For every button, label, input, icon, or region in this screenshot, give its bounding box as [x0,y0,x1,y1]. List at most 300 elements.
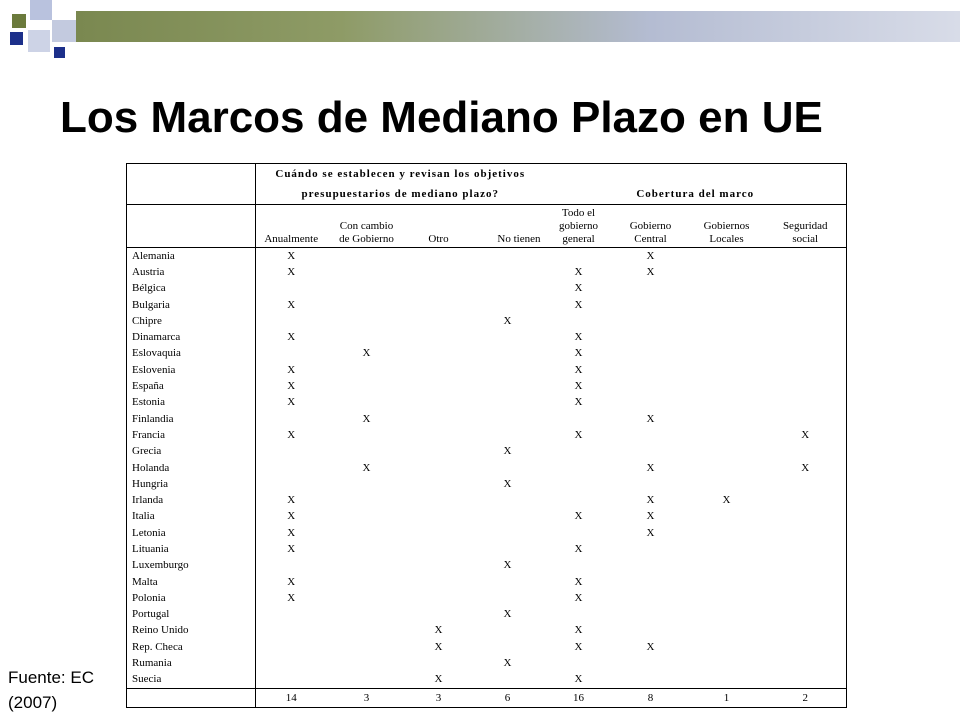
mark-cambio-gobierno [327,590,407,606]
mark-gobiernos-locales [689,460,765,476]
country-name: Estonia [127,395,256,411]
col-header-line: Otro [428,233,449,245]
mark-anualmente [256,623,327,639]
table-row [127,362,847,378]
mark-gobiernos-locales [689,281,765,297]
header-gradient-band [76,11,960,42]
table-row [127,346,847,362]
mark-seguridad-social [765,525,847,541]
mark-gobierno-general [545,525,613,541]
source-line: (2007) [8,693,58,712]
mark-otro [407,509,471,525]
mark-anualmente: X [287,249,296,262]
mark-seguridad-social [765,672,847,689]
total-anualmente: 14 [256,689,327,708]
mark-gobierno-general: X [574,363,583,376]
mark-cambio-gobierno [327,427,407,443]
table-row [127,541,847,557]
country-name: Rep. Checa [127,639,256,655]
mark-cambio-gobierno [327,509,407,525]
mark-anualmente: X [287,542,296,555]
mark-seguridad-social: X [765,427,847,443]
deco-square-dark [12,14,26,28]
col-header-gobierno-general [545,205,613,248]
mark-gobierno-central: X [646,494,655,507]
col-header-line: No tienen [497,233,541,245]
mark-gobiernos-locales [689,395,765,411]
mark-otro [407,346,471,362]
mark-gobierno-central [613,672,689,689]
mark-cambio-gobierno [327,492,407,508]
mark-gobierno-general: X [574,575,583,588]
mark-cambio-gobierno [327,672,407,689]
table-row [127,623,847,639]
country-name: Chipre [127,313,256,329]
group-header-timing: Cuándo se establecen y revisan los objetivos [256,164,545,185]
col-header-line: social [792,233,819,245]
mark-no-tienen [471,492,545,508]
total-gobierno-central: 8 [613,689,689,708]
table-row [127,329,847,345]
mark-gobierno-central: X [646,249,655,262]
deco-square-blue [10,32,23,45]
mark-gobierno-central [613,476,689,492]
mark-seguridad-social [765,639,847,655]
mark-anualmente [256,346,327,362]
country-name: Portugal [127,607,256,623]
col-header-line: Con cambio [339,220,394,232]
mark-anualmente: X [287,526,296,539]
col-header-line: de Gobierno [339,233,394,245]
mark-gobierno-general [545,411,613,427]
col-header-seguridad-social [765,205,847,248]
mark-anualmente: X [287,380,296,393]
mark-gobierno-general: X [574,640,583,653]
mark-gobierno-central: X [646,526,655,539]
mark-seguridad-social [765,329,847,345]
mark-gobiernos-locales [689,672,765,689]
mark-anualmente [256,460,327,476]
source-line: Fuente: EC [8,668,94,687]
country-name: Bélgica [127,281,256,297]
mark-otro [407,525,471,541]
country-name: Lituania [127,541,256,557]
header-row-2 [127,184,847,205]
col-header-no-tienen [471,205,545,248]
country-name: Luxemburgo [127,558,256,574]
mark-no-tienen [471,281,545,297]
mark-anualmente [256,655,327,671]
table-body [127,248,847,689]
mark-cambio-gobierno [327,297,407,313]
col-header-line [471,220,541,233]
mark-cambio-gobierno [327,395,407,411]
mark-seguridad-social [765,574,847,590]
mark-gobierno-general: X [574,380,583,393]
group-header-coverage-top [545,164,847,185]
mark-gobierno-general [545,460,613,476]
mark-gobierno-central [613,329,689,345]
mark-otro [407,444,471,460]
col-header-line: Central [634,233,667,245]
mark-seguridad-social [765,590,847,606]
country-name: Grecia [127,444,256,460]
mark-gobierno-general [545,607,613,623]
mark-gobiernos-locales [689,639,765,655]
mark-gobierno-general: X [574,298,583,311]
mark-gobierno-general: X [574,282,583,295]
table-row [127,378,847,394]
table-row [127,509,847,525]
mark-no-tienen [471,248,545,265]
mark-gobierno-central: X [646,461,655,474]
mark-anualmente [256,281,327,297]
mark-seguridad-social [765,264,847,280]
mark-seguridad-social [765,281,847,297]
mark-cambio-gobierno [327,639,407,655]
total-otro: 3 [407,689,471,708]
mark-gobiernos-locales [689,362,765,378]
table-row [127,281,847,297]
mark-seguridad-social [765,313,847,329]
col-header-gobiernos-locales [689,205,765,248]
mark-otro [407,590,471,606]
mark-gobierno-general [545,476,613,492]
total-cambio-gobierno: 3 [327,689,407,708]
country-name: Reino Unido [127,623,256,639]
mark-gobierno-central [613,395,689,411]
country-name: Irlanda [127,492,256,508]
source-note [8,665,94,715]
mark-seguridad-social [765,509,847,525]
mark-gobierno-general: X [574,591,583,604]
col-header-line [613,207,689,220]
mark-otro [407,281,471,297]
col-header-line: general [562,233,595,245]
mark-gobierno-central [613,623,689,639]
mark-gobierno-general [545,492,613,508]
mark-gobiernos-locales [689,476,765,492]
col-header-line [407,220,471,233]
mark-no-tienen [471,395,545,411]
mark-otro [407,297,471,313]
mark-gobiernos-locales [689,346,765,362]
table-row [127,607,847,623]
mark-gobierno-central [613,427,689,443]
total-seguridad-social: 2 [765,689,847,708]
mark-seguridad-social [765,346,847,362]
mark-no-tienen [471,362,545,378]
mark-seguridad-social [765,444,847,460]
country-name: Suecia [127,672,256,689]
mark-seguridad-social [765,492,847,508]
mark-cambio-gobierno [327,264,407,280]
country-name: Francia [127,427,256,443]
country-name: Finlandia [127,411,256,427]
col-header-line: Gobierno [629,220,672,232]
slide-title: Los Marcos de Mediano Plazo en UE [60,93,823,142]
mark-gobierno-central [613,313,689,329]
mark-gobierno-general [545,248,613,265]
mark-seguridad-social [765,395,847,411]
mark-no-tienen: X [503,314,512,327]
mark-gobierno-central: X [646,412,655,425]
mark-gobierno-general [545,655,613,671]
table-row [127,313,847,329]
mark-gobiernos-locales [689,264,765,280]
table-row [127,558,847,574]
mark-no-tienen: X [503,477,512,490]
mark-gobiernos-locales [689,525,765,541]
deco-square-light [28,30,50,52]
col-header-line [471,207,541,220]
mark-no-tienen [471,346,545,362]
table-row [127,574,847,590]
table-row [127,264,847,280]
country-name: Eslovenia [127,362,256,378]
mark-cambio-gobierno: X [362,412,371,425]
col-header-line: gobierno [558,220,599,232]
mark-anualmente: X [287,363,296,376]
mark-anualmente: X [287,396,296,409]
mark-gobierno-general: X [574,396,583,409]
mark-no-tienen: X [503,657,512,670]
mark-otro [407,655,471,671]
totals-row [127,689,847,708]
col-header-line [407,207,471,220]
mark-cambio-gobierno [327,281,407,297]
mark-gobierno-central [613,346,689,362]
mark-gobierno-central: X [646,510,655,523]
mark-no-tienen [471,574,545,590]
mark-gobiernos-locales [689,297,765,313]
mark-seguridad-social [765,541,847,557]
mark-anualmente [256,607,327,623]
mark-cambio-gobierno [327,476,407,492]
mark-no-tienen [471,329,545,345]
mark-cambio-gobierno [327,313,407,329]
mark-no-tienen [471,639,545,655]
mark-no-tienen [471,623,545,639]
mark-otro [407,264,471,280]
country-name: Bulgaria [127,297,256,313]
mark-otro [407,541,471,557]
mark-anualmente: X [287,510,296,523]
country-name: Rumania [127,655,256,671]
mark-gobiernos-locales [689,558,765,574]
table-row [127,460,847,476]
mark-seguridad-social [765,655,847,671]
col-header-gobierno-central [613,205,689,248]
mark-anualmente: X [287,575,296,588]
mark-no-tienen [471,672,545,689]
mark-gobiernos-locales [689,444,765,460]
mark-anualmente: X [287,494,296,507]
mark-gobiernos-locales [689,541,765,557]
mark-gobierno-central [613,297,689,313]
country-name: Hungria [127,476,256,492]
table-row [127,476,847,492]
mark-no-tienen: X [503,608,512,621]
col-header-cambio-gobierno [327,205,407,248]
mark-otro [407,329,471,345]
header-corner [127,164,256,185]
mark-cambio-gobierno [327,541,407,557]
mark-otro [407,492,471,508]
mark-gobiernos-locales [689,655,765,671]
table-row [127,297,847,313]
mark-gobiernos-locales [689,378,765,394]
mark-no-tienen [471,297,545,313]
col-header-line: Seguridad [782,220,828,232]
mark-gobierno-general: X [574,331,583,344]
total-gobierno-general: 16 [545,689,613,708]
mark-cambio-gobierno [327,362,407,378]
mark-cambio-gobierno [327,248,407,265]
table-row [127,411,847,427]
table-row [127,427,847,443]
mark-gobierno-central: X [646,265,655,278]
mark-anualmente [256,476,327,492]
mark-anualmente [256,558,327,574]
col-header-line [256,207,327,220]
mark-gobierno-central [613,590,689,606]
mark-cambio-gobierno [327,558,407,574]
mark-gobierno-central [613,607,689,623]
col-header-line: Gobiernos [703,220,750,232]
mark-otro: X [434,640,443,653]
mark-anualmente [256,313,327,329]
mark-cambio-gobierno [327,574,407,590]
mark-gobierno-general [545,444,613,460]
mark-no-tienen: X [503,559,512,572]
mark-no-tienen [471,411,545,427]
col-header-line: Anualmente [264,233,319,245]
header-corner [127,205,256,248]
mark-anualmente: X [287,331,296,344]
eu-mtbf-table [126,163,847,708]
mark-otro [407,313,471,329]
mark-anualmente [256,639,327,655]
col-header-otro [407,205,471,248]
mark-anualmente: X [287,428,296,441]
mark-no-tienen [471,509,545,525]
mark-anualmente [256,444,327,460]
country-name: Dinamarca [127,329,256,345]
mark-anualmente [256,672,327,689]
mark-otro [407,476,471,492]
mark-cambio-gobierno: X [362,347,371,360]
group-header-coverage: Cobertura del marco [545,184,847,205]
col-header-line [327,207,407,220]
table-row [127,492,847,508]
totals-label-cell [127,689,256,708]
col-header-line [765,207,847,220]
total-no-tienen: 6 [471,689,545,708]
mark-otro: X [434,673,443,686]
mark-gobiernos-locales [689,574,765,590]
table-row [127,672,847,689]
col-header-line [689,207,765,220]
deco-square-light [52,20,76,42]
mark-seguridad-social [765,476,847,492]
table-row [127,639,847,655]
mark-gobierno-general [545,558,613,574]
column-header-row [127,205,847,248]
mark-gobierno-general: X [574,428,583,441]
table-row [127,525,847,541]
mark-seguridad-social [765,411,847,427]
mark-anualmente: X [287,298,296,311]
mark-no-tienen: X [503,445,512,458]
country-name: Holanda [127,460,256,476]
mark-gobierno-general [545,313,613,329]
mark-otro [407,248,471,265]
title-decoration [0,0,960,70]
mark-otro: X [434,624,443,637]
mark-no-tienen [471,590,545,606]
mark-cambio-gobierno [327,444,407,460]
table-row [127,248,847,265]
mark-gobiernos-locales: X [722,494,731,507]
mark-seguridad-social [765,362,847,378]
mark-gobierno-general: X [574,624,583,637]
mark-seguridad-social [765,623,847,639]
table-row [127,655,847,671]
mark-seguridad-social: X [765,460,847,476]
mark-cambio-gobierno [327,525,407,541]
mark-otro [407,362,471,378]
mark-cambio-gobierno [327,378,407,394]
mark-no-tienen [471,460,545,476]
mark-gobierno-central [613,362,689,378]
mark-gobierno-central [613,574,689,590]
mark-cambio-gobierno [327,623,407,639]
mark-otro [407,411,471,427]
deco-square-light [30,0,52,20]
country-name: Eslovaquia [127,346,256,362]
mark-gobiernos-locales [689,590,765,606]
col-header-anualmente [256,205,327,248]
mark-cambio-gobierno [327,329,407,345]
total-gobiernos-locales: 1 [689,689,765,708]
mark-otro [407,574,471,590]
mark-gobierno-central [613,378,689,394]
mark-gobierno-central [613,444,689,460]
mark-seguridad-social [765,607,847,623]
table-row [127,590,847,606]
country-name: Austria [127,264,256,280]
mark-seguridad-social [765,558,847,574]
col-header-line: Todo el [561,207,596,219]
group-header-timing-2: presupuestarios de mediano plazo? [256,184,545,205]
country-name: Malta [127,574,256,590]
mark-gobierno-central [613,655,689,671]
mark-gobierno-general: X [574,265,583,278]
mark-gobiernos-locales [689,329,765,345]
mark-cambio-gobierno [327,655,407,671]
deco-square-blue [54,47,65,58]
mark-seguridad-social [765,378,847,394]
mark-gobierno-general: X [574,347,583,360]
mark-no-tienen [471,541,545,557]
mark-gobierno-central [613,541,689,557]
mark-cambio-gobierno: X [362,461,371,474]
mark-cambio-gobierno [327,607,407,623]
col-header-line: Locales [709,233,744,245]
header-row-1 [127,164,847,185]
mark-seguridad-social [765,297,847,313]
